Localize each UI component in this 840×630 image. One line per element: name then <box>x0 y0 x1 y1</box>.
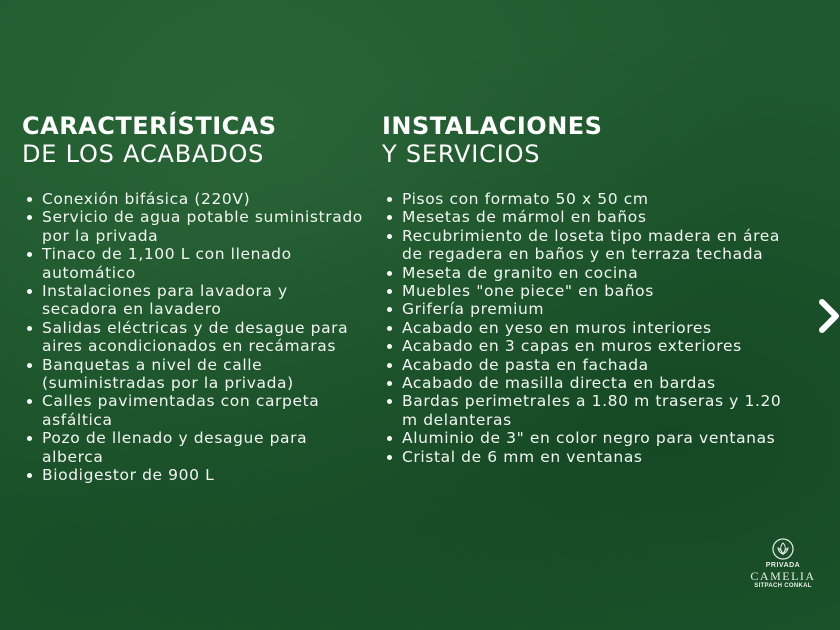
list-item: Muebles "one piece" en baños <box>382 282 802 300</box>
list-item: Recubrimiento de loseta tipo madera en área de regadera en baños y en terraza techada <box>382 227 802 264</box>
list-item: Acabado de masilla directa en bardas <box>382 374 802 392</box>
brand-logo <box>750 538 816 590</box>
list-item: Biodigestor de 900 L <box>22 466 367 484</box>
list-item: Calles pavimentadas con carpeta asfáltica <box>22 392 367 429</box>
list-item: Instalaciones para lavadora y secadora en lavadero <box>22 282 367 319</box>
logo-top-text: PRIVADA <box>765 562 801 569</box>
installations-title-line1: INSTALACIONES <box>382 112 603 140</box>
list-item: Aluminio de 3" en color negro para ventanas <box>382 429 802 447</box>
installations-section <box>382 112 802 466</box>
installations-list <box>382 190 802 466</box>
logo-main-text: CAMELIA <box>750 569 816 583</box>
list-item: Salidas eléctricas y de desague para aires acondicionados en recámaras <box>22 319 367 356</box>
next-slide-button[interactable] <box>816 296 840 336</box>
list-item: Conexión bifásica (220V) <box>22 190 367 208</box>
finishes-section <box>22 112 367 485</box>
list-item: Pozo de llenado y desague para alberca <box>22 429 367 466</box>
finishes-title-line1: CARACTERÍSTICAS <box>22 112 277 140</box>
list-item: Banquetas a nivel de calle (suministradas por la privada) <box>22 356 367 393</box>
list-item: Tinaco de 1,100 L con llenado automático <box>22 245 367 282</box>
list-item: Grifería premium <box>382 300 802 318</box>
flower-icon <box>772 538 794 560</box>
list-item: Servicio de agua potable suministrado por la privada <box>22 208 367 245</box>
list-item: Meseta de granito en cocina <box>382 264 802 282</box>
finishes-title-line2: DE LOS ACABADOS <box>22 140 265 168</box>
chevron-right-icon <box>816 296 840 336</box>
logo-bottom-text: SITPACH CONKAL <box>754 583 812 589</box>
list-item: Acabado en yeso en muros interiores <box>382 319 802 337</box>
list-item: Bardas perimetrales a 1.80 m traseras y 1.20 m delanteras <box>382 392 802 429</box>
finishes-list <box>22 190 367 485</box>
installations-title-line2: Y SERVICIOS <box>382 140 541 168</box>
list-item: Pisos con formato 50 x 50 cm <box>382 190 802 208</box>
list-item: Mesetas de mármol en baños <box>382 208 802 226</box>
list-item: Acabado en 3 capas en muros exteriores <box>382 337 802 355</box>
list-item: Cristal de 6 mm en ventanas <box>382 448 802 466</box>
list-item: Acabado de pasta en fachada <box>382 356 802 374</box>
